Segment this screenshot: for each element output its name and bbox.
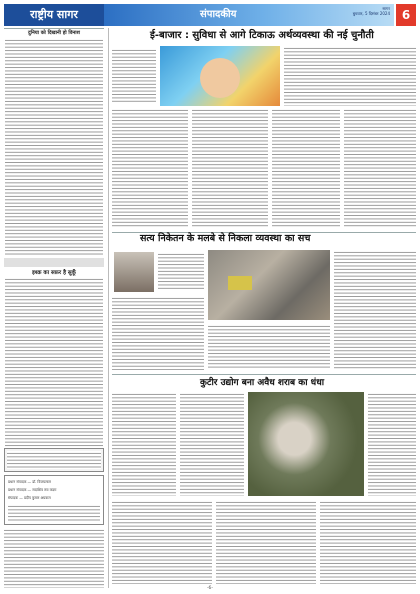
- story3-headline: कुटीर उद्योग बना अवैध शराब का धंधा: [200, 378, 325, 388]
- date-city: सागर: [382, 6, 390, 11]
- story2-photo-vehicle: [228, 276, 252, 290]
- board-row-1-value: डॉ. विजयलाल: [32, 480, 51, 484]
- story2-bottom-rule: [112, 374, 416, 375]
- feature-photo-figure: [200, 58, 240, 98]
- section-title: संपादकीय: [200, 9, 237, 20]
- story2-intro: [158, 252, 204, 290]
- story2-col-1: [112, 296, 204, 370]
- story3-col-2: [180, 392, 244, 496]
- feature-intro-text: [112, 48, 156, 104]
- left-article2-heading: इश्क़ का सफ़र है सुकूँ: [32, 270, 76, 276]
- left-divider-band: [4, 258, 104, 267]
- left-article2-body: [5, 277, 103, 447]
- left-top-rule: [4, 28, 104, 29]
- story3-col-4: [112, 500, 212, 584]
- feature-col-3: [272, 108, 340, 228]
- paper-name: राष्ट्रीय सागर: [4, 4, 104, 26]
- board-box-body: [8, 504, 100, 522]
- feature-col-1: [112, 108, 188, 228]
- story2-col-2: [208, 324, 330, 370]
- column-divider: [108, 28, 109, 588]
- notice-box-text: [7, 451, 101, 469]
- date-line: बुधवार, 5 दिसंबर 2024: [352, 11, 390, 16]
- feature-col-4: [344, 108, 416, 228]
- story3-col-5: [216, 500, 316, 584]
- story3-photo: [248, 392, 364, 496]
- story2-right-col: [334, 250, 416, 370]
- board-row-3: संपादक — प्रदीप कुमार अग्रवाल: [8, 496, 51, 500]
- board-row-1: प्रधान संपादक — डॉ. विजयलाल: [8, 480, 51, 484]
- story3-col-1: [112, 392, 176, 496]
- left-article1-body: [5, 38, 103, 256]
- left-bottom-text: [4, 528, 104, 588]
- board-row-2-value: सदाशिव राव कदम: [32, 488, 57, 492]
- footer-page-marker: -6-: [206, 586, 214, 591]
- story2-headline: सत्य निकेतन के मलबे से निकला व्यवस्था का सच: [140, 233, 311, 244]
- board-row-2-label: प्रधान संपादक: [8, 488, 27, 492]
- board-row-3-value: प्रदीप कुमार अग्रवाल: [23, 496, 51, 500]
- feature-col-2: [192, 108, 268, 228]
- feature-headline: ई-बाजार : सुविधा से आगे टिकाऊ अर्थव्यवस्था की नई चुनौती: [150, 30, 374, 41]
- feature-side-text: [284, 46, 416, 106]
- feature-photo: [160, 46, 280, 106]
- board-row-1-label: प्रधान संपादक: [8, 480, 27, 484]
- story3-col-3: [368, 392, 416, 496]
- date-block: [330, 6, 390, 16]
- story2-photo: [208, 250, 330, 320]
- page-number: 6: [396, 4, 416, 26]
- story3-col-6: [320, 500, 416, 584]
- board-row-3-label: संपादक: [8, 496, 19, 500]
- left-article1-heading: दुनिया को दिखानी हो विनाश: [28, 30, 80, 36]
- board-row-2: प्रधान संपादक — सदाशिव राव कदम: [8, 488, 57, 492]
- author-photo: [114, 252, 154, 292]
